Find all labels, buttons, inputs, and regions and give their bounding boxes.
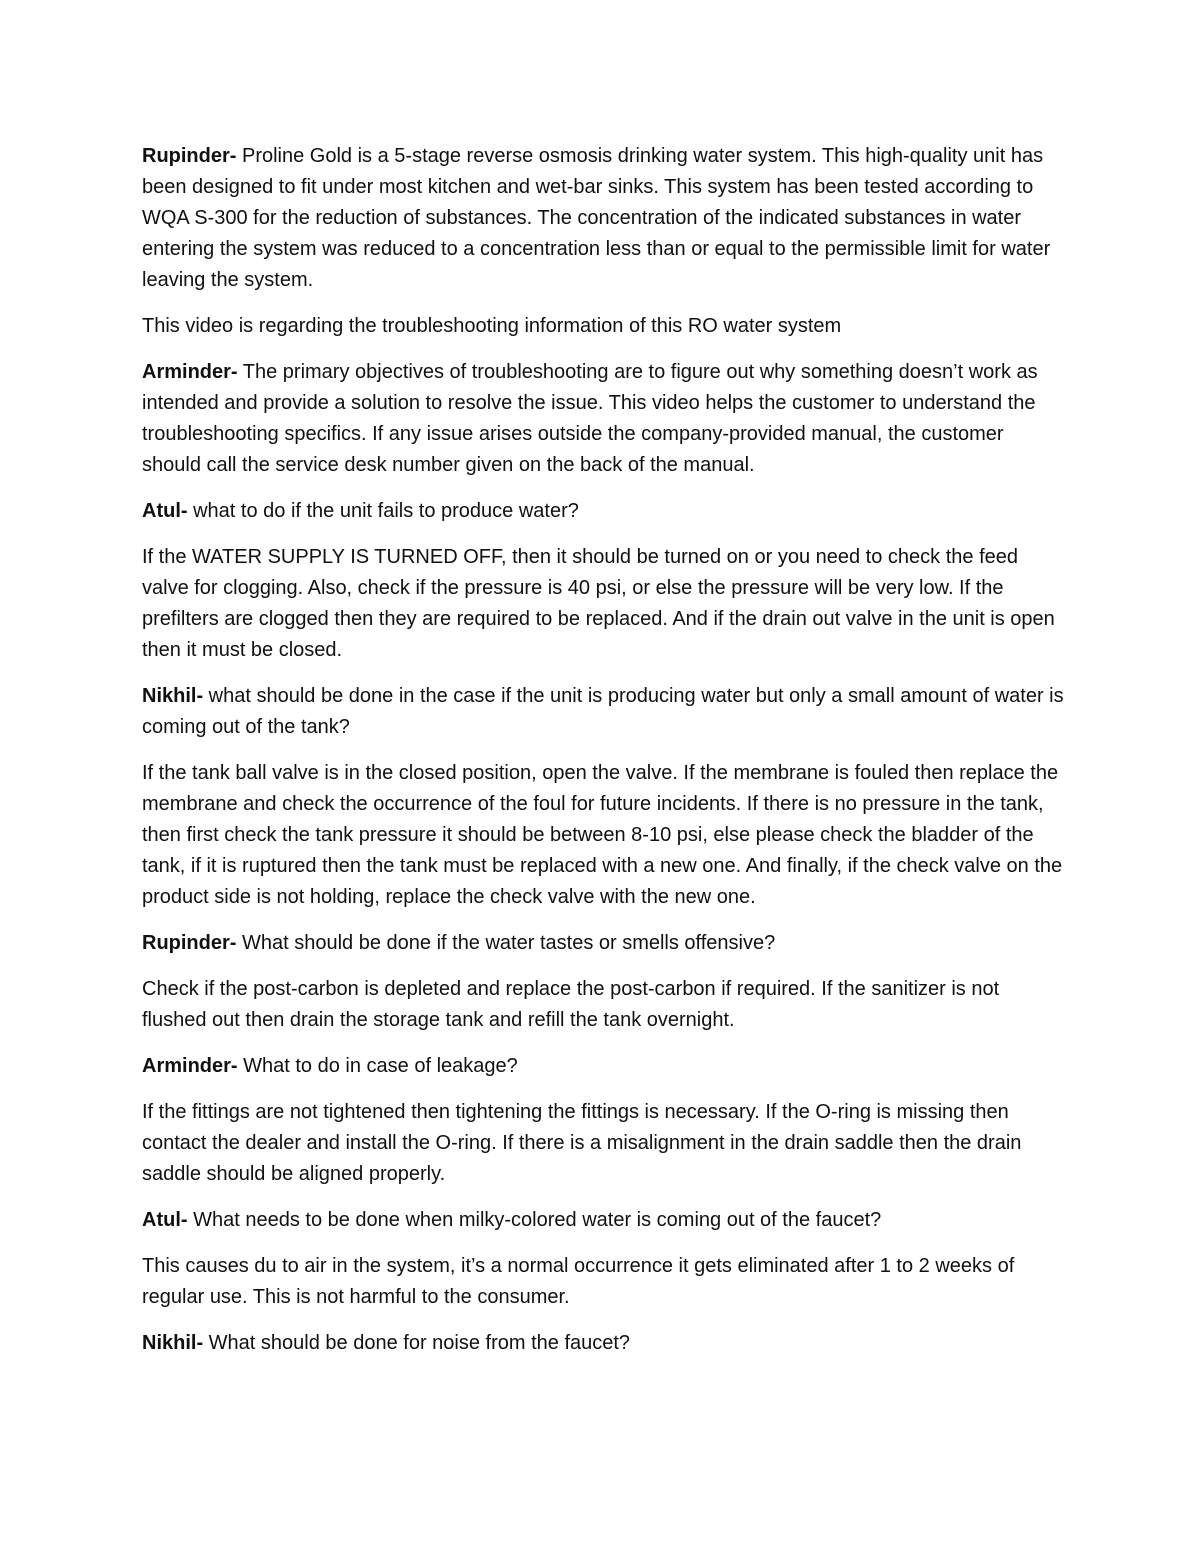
paragraph-rupinder-intro bbox=[142, 141, 1067, 296]
paragraph-text: What to do in case of leakage? bbox=[237, 1055, 518, 1077]
speaker-label: Nikhil- bbox=[142, 685, 204, 707]
paragraph-text: If the tank ball valve is in the closed position, open the valve. If the membrane is fouled then replace the membrane and check the occurrence of the foul for future incidents. If there is no pressure in the tank, then first check the tank pressure it should be between 8-10 psi, else please check the bladder of the tank, if it is ruptured then the tank must be replaced with a new one. And finally, if the check valve on the product side is not holding, replace the check valve with the new one. bbox=[142, 762, 1063, 908]
paragraph-rupinder-question-taste bbox=[142, 928, 1067, 959]
speaker-label: Atul- bbox=[142, 1209, 188, 1231]
speaker-label: Arminder- bbox=[142, 1055, 238, 1077]
paragraph-text: What should be done if the water tastes or smells offensive? bbox=[236, 932, 776, 954]
paragraph-text: If the WATER SUPPLY IS TURNED OFF, then it should be turned on or you need to check the feed valve for clogging. Also, check if the pressure is 40 psi, or else the pressure will be very low. If the prefilters are clogged then they are required to be replaced. And if the drain out valve in the unit is open then it must be closed. bbox=[142, 546, 1055, 661]
paragraph-text: If the fittings are not tightened then tightening the fittings is necessary. If the O-ring is missing then contact the dealer and install the O-ring. If there is a misalignment in the drain saddle then the drain saddle should be aligned properly. bbox=[142, 1101, 1022, 1185]
paragraph-text: This causes du to air in the system, it’s a normal occurrence it gets eliminated after 1 to 2 weeks of regular use. This is not harmful to the consumer. bbox=[142, 1255, 1015, 1308]
paragraph-text: what should be done in the case if the unit is producing water but only a small amount of water is coming out of the tank? bbox=[142, 685, 1064, 738]
speaker-label: Arminder- bbox=[142, 361, 238, 383]
paragraph-text: Check if the post-carbon is depleted and replace the post-carbon if required. If the sanitizer is not flushed out then drain the storage tank and refill the tank overnight. bbox=[142, 978, 1000, 1031]
paragraph-nikhil-question-small-amount bbox=[142, 681, 1067, 743]
paragraph-text: What needs to be done when milky-colored water is coming out of the faucet? bbox=[187, 1209, 882, 1231]
paragraph-nikhil-question-noise bbox=[142, 1328, 1067, 1359]
paragraph-answer-small-amount bbox=[142, 758, 1067, 913]
paragraph-text: This video is regarding the troubleshooting information of this RO water system bbox=[142, 315, 842, 337]
paragraph-atul-question-no-water bbox=[142, 496, 1067, 527]
paragraph-text: Proline Gold is a 5-stage reverse osmosis drinking water system. This high-quality unit has been designed to fit under most kitchen and wet-bar sinks. This system has been tested according to WQA S-300 for the reduction of substances. The concentration of the indicated substances in water entering the system was reduced to a concentration less than or equal to the permissible limit for water leaving the system. bbox=[142, 145, 1051, 291]
paragraph-answer-leakage bbox=[142, 1097, 1067, 1190]
paragraph-arminder-objectives bbox=[142, 357, 1067, 481]
paragraph-text: What should be done for noise from the faucet? bbox=[203, 1332, 631, 1354]
paragraph-text: what to do if the unit fails to produce water? bbox=[187, 500, 579, 522]
paragraph-answer-no-water bbox=[142, 542, 1067, 666]
paragraph-text: The primary objectives of troubleshooting are to figure out why something doesn’t work as intended and provide a solution to resolve the issue. This video helps the customer to understand the troubleshooting specifics. If any issue arises outside the company-provided manual, the customer should call the service desk number given on the back of the manual. bbox=[142, 361, 1038, 476]
paragraph-arminder-question-leakage bbox=[142, 1051, 1067, 1082]
paragraph-video-description bbox=[142, 311, 1067, 342]
speaker-label: Rupinder- bbox=[142, 145, 237, 167]
paragraph-atul-question-milky bbox=[142, 1205, 1067, 1236]
paragraph-answer-taste bbox=[142, 974, 1067, 1036]
speaker-label: Rupinder- bbox=[142, 932, 237, 954]
speaker-label: Atul- bbox=[142, 500, 188, 522]
speaker-label: Nikhil- bbox=[142, 1332, 204, 1354]
paragraph-answer-milky bbox=[142, 1251, 1067, 1313]
document-body bbox=[142, 141, 1067, 1374]
